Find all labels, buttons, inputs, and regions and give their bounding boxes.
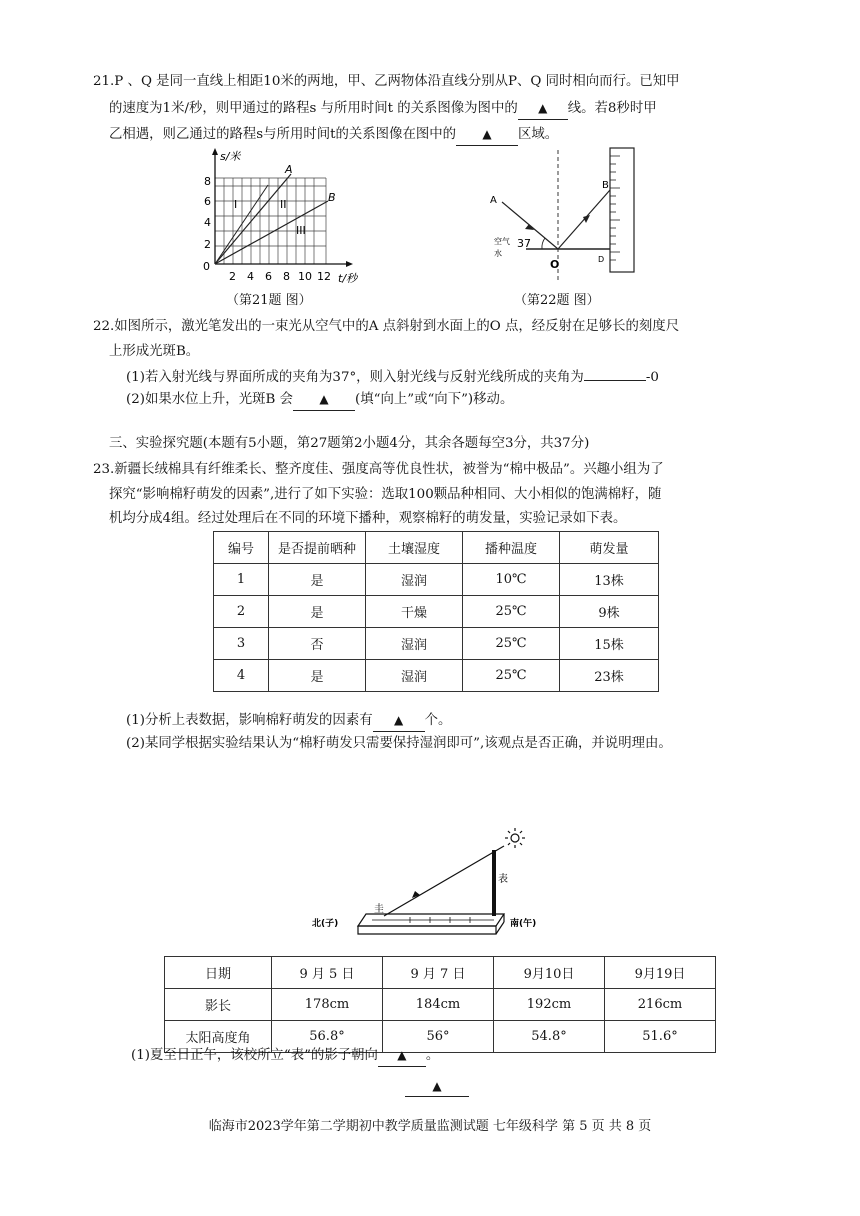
ylabel: s/米 [220,150,241,163]
table-header: 是否提前晒种 [269,532,366,564]
table-cell: 湿润 [366,628,463,660]
q22-blank-1[interactable] [584,380,646,381]
q24-blank-1[interactable]: ▲ [378,1045,426,1067]
region-3: III [296,224,306,237]
gui-label: 圭 [374,904,384,915]
table-cell: 216cm [605,989,716,1021]
ytick: 4 [204,216,211,229]
page-footer: 临海市2023学年第二学期初中教学质量监测试题 七年级科学 第 5 页 共 8 页 [208,1119,652,1134]
table-cell: 192cm [494,989,605,1021]
table-cell: 湿润 [366,660,463,692]
table-cell: 太阳高度角 [165,1021,272,1053]
ytick: 6 [204,195,211,208]
table-row [214,660,659,692]
label-a: A [490,195,497,206]
q24-sub1-text: (1)夏至日正午，该校所立“表”的影子朝向 [131,1048,378,1063]
q22-blank-2[interactable]: ▲ [293,389,355,411]
biao-label: 表 [498,874,508,885]
table-cell: 否 [269,628,366,660]
xtick: 8 [283,270,290,283]
q23-line1: 23.新疆长绒棉具有纤维柔长、整齐度佳、强度高等优良性状，被誉为“棉中极品”。兴趣小组为了 [93,462,664,477]
q22-line2: 上形成光斑B。 [109,344,200,359]
table-row [214,564,659,596]
ytick: 0 [203,260,210,273]
q24-sub1 [131,1045,439,1067]
q23-sub2: (2)某同学根据实验结果认为“棉籽萌发只需要保持湿润即可”,该观点是否正确，并说明理由。 [126,736,672,751]
table-header-row [214,532,659,564]
q21-line3 [109,124,558,146]
table-cell: 9月10日 [494,957,605,989]
table-header: 播种温度 [463,532,560,564]
angle-label: 37 [517,237,531,250]
table-cell: 湿润 [366,564,463,596]
south-label: 南(午) [510,919,537,929]
table-row [165,989,716,1021]
ytick: 8 [204,175,211,188]
table-cell: 是 [269,660,366,692]
line-b [215,201,328,264]
xlabel: t/秒 [338,272,358,285]
table-cell: 4 [214,660,269,692]
table-row [214,628,659,660]
q21-line2 [109,98,657,120]
section-3-heading: 三、实验探究题(本题有5小题，第27题第2小题4分，其余各题每空3分，共37分) [109,436,590,451]
table-cell: 9月19日 [605,957,716,989]
q21-line3-text: 乙相遇，则乙通过的路程s与所用时间t的关系图像在图中的 [109,127,457,142]
table-header: 萌发量 [560,532,659,564]
table-cell: 是 [269,596,366,628]
q22-reflection-figure [486,146,646,286]
q22-caption: （第22题 图） [514,293,600,308]
xtick: 12 [317,270,331,283]
table-row [165,957,716,989]
line-a [215,174,291,264]
q21-line2-mid: 线。若8秒时甲 [567,101,657,116]
q23-line2: 探究“影响棉籽萌发的因素”,进行了如下实验：选取100颗品种相同、大小相似的饱满棉籽，随 [109,487,662,502]
q22-sub1-post: -0 [645,370,659,385]
table-cell: 184cm [383,989,494,1021]
label-b: B [602,180,609,191]
table-cell: 25℃ [463,660,560,692]
table-cell: 9 月 5 日 [272,957,383,989]
table-cell: 1 [214,564,269,596]
q22-sub2 [126,389,513,411]
xtick: 6 [265,270,272,283]
xtick: 2 [229,270,236,283]
water-label: 水 [494,249,502,258]
q21-blank-1[interactable]: ▲ [518,98,568,120]
q22-sub1-text: (1)若入射光线与界面所成的夹角为37°，则入射光线与反射光线所成的夹角为 [126,370,584,385]
xtick: 4 [247,270,254,283]
q21-st-graph [196,146,366,286]
q23-blank-1[interactable]: ▲ [373,710,425,732]
xtick: 10 [298,270,312,283]
table-header: 编号 [214,532,269,564]
label-b: B [328,191,336,204]
table-cell: 影长 [165,989,272,1021]
q21-line2-text: 的速度为1米/秒，则甲通过的路程s 与所用时间t 的关系图像为图中的 [109,101,518,116]
region-1: I [234,198,238,211]
sun-icon [505,828,525,848]
q24-sub1-post: 。 [425,1048,440,1063]
q21-line1: 21.P 、Q 是同一直线上相距10米的两地，甲、乙两物体沿直线分别从P、Q 同时相向而行。已知甲 [93,74,680,89]
q22-line1: 22.如图所示，激光笔发出的一束光从空气中的A 点斜射到水面上的O 点，经反射在足够长的刻度尺 [93,319,680,334]
north-label: 北(子) [312,919,339,929]
table-row [214,596,659,628]
bottom-blank-line [405,1096,469,1097]
table-cell: 25℃ [463,628,560,660]
gnomon-figure [300,826,560,956]
table-cell: 9 月 7 日 [383,957,494,989]
q22-sub2-text: (2)如果水位上升，光斑B 会 [126,392,293,407]
table-cell: 178cm [272,989,383,1021]
table-cell: 56.8° [272,1021,383,1053]
q22-sub1 [126,368,659,388]
label-o: O [550,258,560,271]
table-cell: 10℃ [463,564,560,596]
bottom-answer-blank[interactable] [405,1076,469,1097]
q21-blank-2[interactable]: ▲ [456,124,518,146]
triangle-icon: ▲ [432,1079,442,1093]
table-cell: 23株 [560,660,659,692]
table-cell: 是 [269,564,366,596]
table-cell: 日期 [165,957,272,989]
air-label: 空气 [494,237,510,246]
table-cell: 51.6° [605,1021,716,1053]
ytick: 2 [204,238,211,251]
table-cell: 56° [383,1021,494,1053]
q24-table [164,956,716,1053]
table-cell: 54.8° [494,1021,605,1053]
table-cell: 13株 [560,564,659,596]
q23-sub1 [126,710,451,732]
q23-sub1-text: (1)分析上表数据，影响棉籽萌发的因素有 [126,713,373,728]
region-2: II [280,198,287,211]
q23-table [213,531,659,692]
table-header: 土壤湿度 [366,532,463,564]
table-cell: 15株 [560,628,659,660]
label-d: D [598,255,605,264]
q21-caption: （第21题 图） [226,293,312,308]
label-a: A [285,163,293,176]
q22-sub2-post: (填“向上”或“向下”)移动。 [354,392,514,407]
table-cell: 3 [214,628,269,660]
table-cell: 25℃ [463,596,560,628]
q21-line3-post: 区域。 [518,127,559,142]
table-cell: 2 [214,596,269,628]
table-cell: 9株 [560,596,659,628]
q23-line3: 机均分成4组。经过处理后在不同的环境下播种，观察棉籽的萌发量，实验记录如下表。 [109,511,627,526]
q23-sub1-post: 个。 [424,713,452,728]
table-cell: 干燥 [366,596,463,628]
